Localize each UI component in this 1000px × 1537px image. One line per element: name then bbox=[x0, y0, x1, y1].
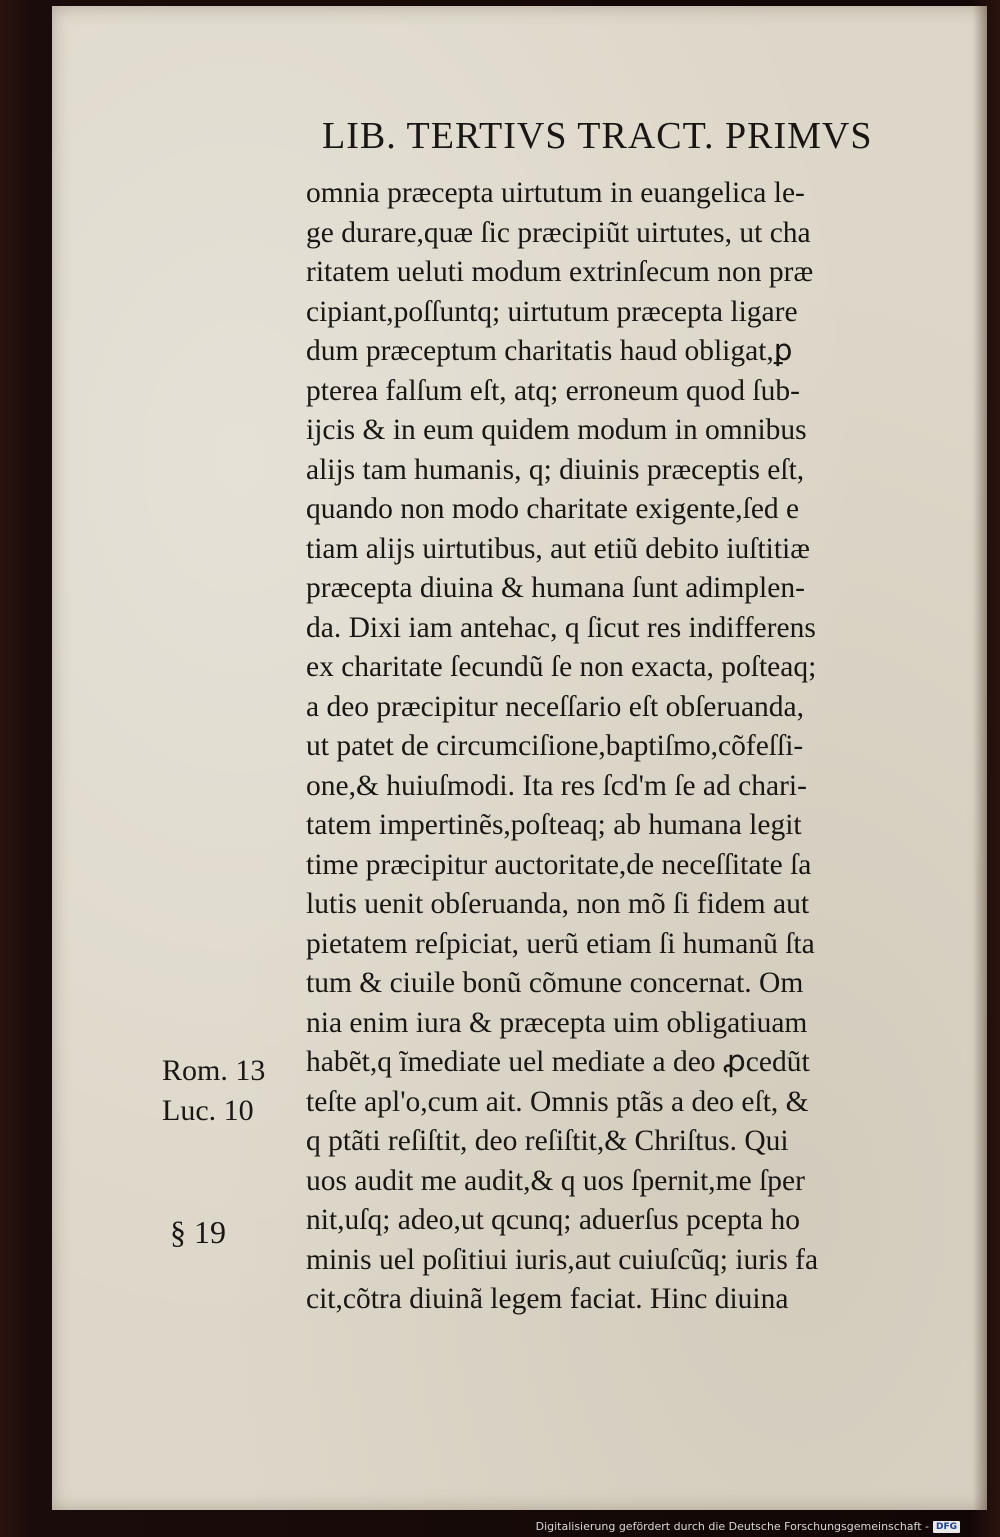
text-line: ritatem ueluti modum extrinſecum non præ bbox=[306, 256, 814, 288]
text-line: teſte apl'o,cum ait. Omnis ptãs a deo eſt, & bbox=[306, 1085, 809, 1118]
text-line: tatem impertinẽs,poſteaq; ab humana legit bbox=[306, 809, 802, 841]
text-line: alijs tam humanis, q; diuinis præceptis eſt, bbox=[306, 453, 805, 486]
running-head: LIB. TERTIVS TRACT. PRIMVS bbox=[322, 115, 873, 157]
text-line: cipiant,poſſuntq; uirtutum præcepta ligare bbox=[306, 295, 798, 328]
text-line: q ptãti reſiſtit, deo reſiſtit,& Chriſtus. Qui bbox=[306, 1125, 789, 1157]
text-line: omnia præcepta uirtutum in euangelica le- bbox=[306, 177, 805, 209]
text-line: one,& huiuſmodi. Ita res ſcd'm ſe ad chari- bbox=[306, 769, 807, 802]
text-line: pietatem reſpiciat, uerũ etiam ſi humanũ ſta bbox=[306, 927, 815, 960]
text-line: cit,cõtra diuinã legem faciat. Hinc diuina bbox=[306, 1283, 789, 1315]
credit-text: Digitalisierung gefördert durch die Deutsche Forschungsgemeinschaft - bbox=[535, 1520, 929, 1533]
text-line: nit,uſq; adeo,ut qcunq; aduerſus pcepta ho bbox=[306, 1204, 800, 1236]
book-page bbox=[52, 6, 987, 1510]
text-line: præcepta diuina & humana ſunt adimplen- bbox=[306, 572, 805, 604]
margin-note-section: § 19 bbox=[170, 1214, 226, 1250]
text-line: da. Dixi iam antehac, q ſicut res indifferens bbox=[306, 611, 816, 644]
text-line: dum præceptum charitatis haud obligat,ꝑ bbox=[306, 335, 793, 367]
text-line: ex charitate ſecundũ ſe non exacta, poſteaq; bbox=[306, 651, 817, 683]
text-line: tum & ciuile bonũ cõmune concernat. Om bbox=[306, 967, 804, 999]
text-line: minis uel poſitiui iuris,aut cuiuſcũq; iuris fa bbox=[306, 1243, 819, 1276]
text-line: ge durare,quæ ſic præcipiũt uirtutes, ut cha bbox=[306, 216, 811, 249]
text-line: uos audit me audit,& q uos ſpernit,me ſper bbox=[306, 1164, 805, 1197]
text-line: a deo præcipitur neceſſario eſt obſeruanda, bbox=[306, 690, 805, 723]
text-line: habẽt,q ĩmediate uel mediate a deo ꝓcedũt bbox=[306, 1046, 810, 1078]
digitization-credit bbox=[536, 1520, 960, 1533]
text-line: ijcis & in eum quidem modum in omnibus bbox=[306, 414, 807, 446]
margin-note-rom: Rom. 13 bbox=[162, 1054, 266, 1087]
text-line: ut patet de circumciſione,baptiſmo,cõfeſſi- bbox=[306, 730, 804, 762]
margin-note-luc: Luc. 10 bbox=[162, 1094, 254, 1127]
dfg-logo-icon: DFG bbox=[933, 1521, 960, 1533]
text-line: time præcipitur auctoritate,de neceſſitate ſa bbox=[306, 848, 812, 881]
text-line: pterea falſum eſt, atq; erroneum quod ſub- bbox=[306, 374, 800, 407]
text-line: nia enim iura & præcepta uim obligatiuam bbox=[306, 1006, 808, 1039]
text-line: lutis uenit obſeruanda, non mõ ſi fidem aut bbox=[306, 888, 810, 920]
body-text bbox=[306, 174, 936, 1320]
text-line: quando non modo charitate exigente,ſed e bbox=[306, 493, 800, 525]
text-line: tiam alijs uirtutibus, aut etiũ debito iuſtitiæ bbox=[306, 532, 810, 565]
